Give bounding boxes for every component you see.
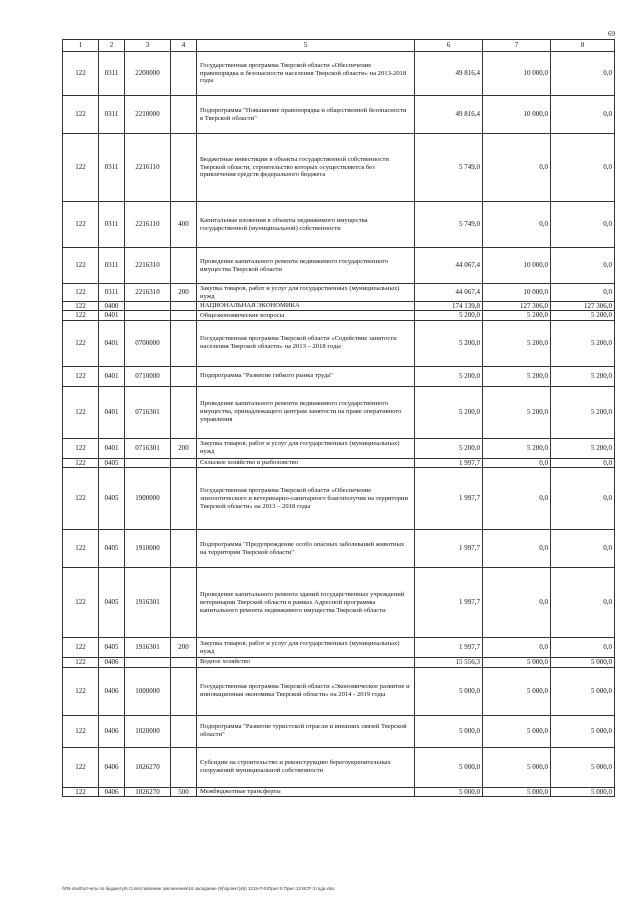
admin-code: 122: [63, 715, 99, 747]
target-code: 1026270: [125, 747, 171, 787]
admin-code: 122: [63, 202, 99, 248]
item-description: Субсидии на строительство и реконструкцию берегоукрепительных сооружений муниципальной собственности: [197, 747, 415, 787]
expense-type-code: [171, 52, 197, 96]
amount-col-6: 1 997,7: [415, 468, 483, 530]
expense-type-code: 500: [171, 787, 197, 796]
section-code: 0406: [99, 787, 125, 796]
section-code: 0311: [99, 248, 125, 284]
amount-col-7: 10 000,0: [483, 284, 551, 302]
amount-col-7: 5 000,0: [483, 667, 551, 715]
amount-col-7: 0,0: [483, 458, 551, 467]
amount-col-7: 5 200,0: [483, 311, 551, 320]
table-row: [63, 202, 615, 248]
expense-type-code: [171, 248, 197, 284]
expense-type-code: [171, 715, 197, 747]
target-code: 1020000: [125, 715, 171, 747]
table-row: [63, 134, 615, 202]
section-code: 0405: [99, 638, 125, 658]
amount-col-7: 127 306,0: [483, 302, 551, 311]
table-row: [63, 568, 615, 638]
amount-col-8: 0,0: [551, 96, 615, 134]
target-code: 1900000: [125, 468, 171, 530]
amount-col-7: 0,0: [483, 568, 551, 638]
target-code: 2210000: [125, 96, 171, 134]
header-col-6: 6: [415, 40, 483, 52]
target-code: [125, 302, 171, 311]
section-code: 0405: [99, 458, 125, 467]
header-col-7: 7: [483, 40, 551, 52]
amount-col-6: 49 816,4: [415, 96, 483, 134]
section-code: 0311: [99, 52, 125, 96]
target-code: 2216310: [125, 284, 171, 302]
amount-col-7: 5 000,0: [483, 658, 551, 667]
target-code: 0710000: [125, 366, 171, 386]
expense-type-code: [171, 458, 197, 467]
admin-code: 122: [63, 468, 99, 530]
amount-col-6: 1 997,7: [415, 568, 483, 638]
amount-col-8: 5 200,0: [551, 311, 615, 320]
amount-col-6: 5 200,0: [415, 311, 483, 320]
admin-code: 122: [63, 787, 99, 796]
item-description: Сельское хозяйство и рыболовство: [197, 458, 415, 467]
target-code: 1916301: [125, 638, 171, 658]
admin-code: 122: [63, 134, 99, 202]
target-code: 1916301: [125, 568, 171, 638]
amount-col-8: 5 000,0: [551, 787, 615, 796]
amount-col-8: 5 200,0: [551, 386, 615, 438]
admin-code: 122: [63, 658, 99, 667]
table-row: [63, 530, 615, 568]
item-description: Подпрограмма "Развитие гибкого рынка труда": [197, 366, 415, 386]
item-description: Закупка товаров, работ и услуг для государственных (муниципальных) нужд: [197, 638, 415, 658]
item-description: Подпрограмма "Предупреждение особо опасных заболеваний животных на территории Тверской области": [197, 530, 415, 568]
section-code: 0311: [99, 284, 125, 302]
amount-col-6: 5 749,0: [415, 202, 483, 248]
admin-code: 122: [63, 667, 99, 715]
amount-col-6: 5 200,0: [415, 366, 483, 386]
item-description: Бюджетные инвестиции в объекты государственной собственности Тверской области, строительство которых осуществляется без привлечения средств федерального бюджета: [197, 134, 415, 202]
target-code: [125, 658, 171, 667]
file-path-footer: \\FB-ntw\0\отчеты по бюджету\5 Сопоставление заключения\16 заседание (9)\проект(46) 1219-П-5\Прил 5 Прил 13 ВСР 3 года.xlsx: [62, 886, 335, 891]
item-description: Закупка товаров, работ и услуг для государственных (муниципальных) нужд: [197, 284, 415, 302]
amount-col-6: 5 749,0: [415, 134, 483, 202]
amount-col-8: 0,0: [551, 638, 615, 658]
amount-col-6: 5 200,0: [415, 438, 483, 458]
section-code: 0311: [99, 202, 125, 248]
expense-type-code: [171, 96, 197, 134]
section-code: 0406: [99, 667, 125, 715]
amount-col-8: 5 200,0: [551, 366, 615, 386]
admin-code: 122: [63, 747, 99, 787]
amount-col-8: 0,0: [551, 284, 615, 302]
section-code: 0311: [99, 96, 125, 134]
admin-code: 122: [63, 568, 99, 638]
header-col-4: 4: [171, 40, 197, 52]
target-code: 0716301: [125, 438, 171, 458]
table-header: [63, 40, 615, 52]
amount-col-6: 5 000,0: [415, 667, 483, 715]
expense-type-code: [171, 568, 197, 638]
header-col-5: 5: [197, 40, 415, 52]
page-number: 69: [608, 30, 615, 38]
item-description: Государственная программа Тверской области «Содействие занятости населения Тверской области» на 2013 – 2018 годы: [197, 320, 415, 366]
section-code: 0405: [99, 530, 125, 568]
amount-col-8: 0,0: [551, 248, 615, 284]
target-code: 1000000: [125, 667, 171, 715]
section-code: 0400: [99, 302, 125, 311]
expense-type-code: 200: [171, 638, 197, 658]
item-description: Проведение капитального ремонта недвижимого государственного имущества Тверской области: [197, 248, 415, 284]
amount-col-6: 1 997,7: [415, 530, 483, 568]
amount-col-6: 5 000,0: [415, 747, 483, 787]
item-description: Проведение капитального ремонта зданий государственных учреждений ветеринарии Тверской области в рамках Адресной программы капитального ремонта недвижимого имущества Тверской области: [197, 568, 415, 638]
amount-col-7: 10 000,0: [483, 248, 551, 284]
target-code: [125, 458, 171, 467]
admin-code: 122: [63, 320, 99, 366]
budget-table: [62, 39, 615, 797]
admin-code: 122: [63, 386, 99, 438]
table-row: [63, 787, 615, 796]
amount-col-7: 5 000,0: [483, 715, 551, 747]
admin-code: 122: [63, 366, 99, 386]
item-description: Государственная программа Тверской области «Обеспечение эпизоотического и ветеринарно-санитарного благополучия на территории Тверской области» на 2013 – 2018 годы: [197, 468, 415, 530]
amount-col-8: 5 000,0: [551, 667, 615, 715]
table-row: [63, 311, 615, 320]
amount-col-7: 5 200,0: [483, 366, 551, 386]
header-col-3: 3: [125, 40, 171, 52]
amount-col-8: 0,0: [551, 134, 615, 202]
item-description: Проведение капитального ремонта недвижимого государственного имущества, принадлежащего центрам занятости на праве оперативного управления: [197, 386, 415, 438]
amount-col-7: 0,0: [483, 530, 551, 568]
expense-type-code: 200: [171, 284, 197, 302]
section-code: 0406: [99, 658, 125, 667]
target-code: 2200000: [125, 52, 171, 96]
section-code: 0401: [99, 320, 125, 366]
expense-type-code: [171, 366, 197, 386]
table-body: [63, 52, 615, 797]
item-description: Межбюджетные трансферты: [197, 787, 415, 796]
amount-col-6: 5 000,0: [415, 787, 483, 796]
section-code: 0406: [99, 747, 125, 787]
table-row: [63, 667, 615, 715]
expense-type-code: [171, 468, 197, 530]
amount-col-6: 15 556,3: [415, 658, 483, 667]
admin-code: 122: [63, 530, 99, 568]
amount-col-6: 44 067,4: [415, 248, 483, 284]
table-row: [63, 747, 615, 787]
expense-type-code: [171, 658, 197, 667]
section-code: 0401: [99, 386, 125, 438]
table-row: [63, 52, 615, 96]
table-row: [63, 715, 615, 747]
amount-col-7: 10 000,0: [483, 52, 551, 96]
table-row: [63, 658, 615, 667]
admin-code: 122: [63, 52, 99, 96]
target-code: 0700000: [125, 320, 171, 366]
target-code: 2216310: [125, 248, 171, 284]
amount-col-6: 5 000,0: [415, 715, 483, 747]
item-description: Общеэкономические вопросы: [197, 311, 415, 320]
expense-type-code: [171, 311, 197, 320]
expense-type-code: [171, 386, 197, 438]
table-row: [63, 386, 615, 438]
table-row: [63, 96, 615, 134]
admin-code: 122: [63, 248, 99, 284]
amount-col-7: 5 200,0: [483, 386, 551, 438]
amount-col-6: 49 816,4: [415, 52, 483, 96]
amount-col-7: 5 200,0: [483, 438, 551, 458]
table-row: [63, 284, 615, 302]
admin-code: 122: [63, 311, 99, 320]
header-col-1: 1: [63, 40, 99, 52]
item-description: Подпрограмма "Повышение правопорядка и общественной безопасности в Тверской области": [197, 96, 415, 134]
amount-col-6: 1 997,7: [415, 458, 483, 467]
amount-col-6: 44 067,4: [415, 284, 483, 302]
target-code: 1910000: [125, 530, 171, 568]
amount-col-7: 5 200,0: [483, 320, 551, 366]
amount-col-8: 127 306,0: [551, 302, 615, 311]
amount-col-8: 5 000,0: [551, 715, 615, 747]
admin-code: 122: [63, 96, 99, 134]
admin-code: 122: [63, 638, 99, 658]
table-row: [63, 468, 615, 530]
header-col-8: 8: [551, 40, 615, 52]
amount-col-6: 1 997,7: [415, 638, 483, 658]
amount-col-8: 0,0: [551, 52, 615, 96]
amount-col-8: 0,0: [551, 530, 615, 568]
item-description: Государственная программа Тверской области «Экономическое развитие и инновационная экономика Тверской области» на 2014 - 2019 годы: [197, 667, 415, 715]
target-code: 1026270: [125, 787, 171, 796]
table-row: [63, 438, 615, 458]
amount-col-7: 5 000,0: [483, 747, 551, 787]
expense-type-code: [171, 667, 197, 715]
amount-col-7: 5 000,0: [483, 787, 551, 796]
table-row: [63, 248, 615, 284]
amount-col-7: 0,0: [483, 134, 551, 202]
item-description: Подпрограмма "Развитие туристской отрасли и внешних связей Тверской области": [197, 715, 415, 747]
amount-col-8: 0,0: [551, 568, 615, 638]
admin-code: 122: [63, 438, 99, 458]
item-description: Капитальные вложения в объекты недвижимого имущества государственной (муниципальной) собственности: [197, 202, 415, 248]
admin-code: 122: [63, 458, 99, 467]
table-row: [63, 320, 615, 366]
expense-type-code: 400: [171, 202, 197, 248]
section-code: 0405: [99, 568, 125, 638]
table-row: [63, 302, 615, 311]
section-code: 0406: [99, 715, 125, 747]
amount-col-6: 174 139,8: [415, 302, 483, 311]
table-row: [63, 366, 615, 386]
table-row: [63, 458, 615, 467]
admin-code: 122: [63, 302, 99, 311]
amount-col-8: 5 000,0: [551, 658, 615, 667]
expense-type-code: [171, 747, 197, 787]
amount-col-8: 5 200,0: [551, 438, 615, 458]
expense-type-code: 200: [171, 438, 197, 458]
amount-col-8: 5 200,0: [551, 320, 615, 366]
amount-col-8: 0,0: [551, 458, 615, 467]
amount-col-8: 0,0: [551, 202, 615, 248]
amount-col-6: 5 200,0: [415, 386, 483, 438]
expense-type-code: [171, 320, 197, 366]
target-code: [125, 311, 171, 320]
admin-code: 122: [63, 284, 99, 302]
section-code: 0401: [99, 366, 125, 386]
amount-col-7: 0,0: [483, 468, 551, 530]
expense-type-code: [171, 530, 197, 568]
amount-col-7: 10 000,0: [483, 96, 551, 134]
target-code: 2216110: [125, 134, 171, 202]
expense-type-code: [171, 134, 197, 202]
amount-col-8: 0,0: [551, 468, 615, 530]
item-description: Закупка товаров, работ и услуг для государственных (муниципальных) нужд: [197, 438, 415, 458]
header-col-2: 2: [99, 40, 125, 52]
item-description: НАЦИОНАЛЬНАЯ ЭКОНОМИКА: [197, 302, 415, 311]
amount-col-8: 5 000,0: [551, 747, 615, 787]
section-code: 0311: [99, 134, 125, 202]
amount-col-6: 5 200,0: [415, 320, 483, 366]
item-description: Государственная программа Тверской области «Обеспечение правопорядка и безопасности населения Тверской области» на 2013-2018 годы: [197, 52, 415, 96]
amount-col-7: 0,0: [483, 202, 551, 248]
table-row: [63, 638, 615, 658]
section-code: 0401: [99, 311, 125, 320]
item-description: Водное хозяйство: [197, 658, 415, 667]
section-code: 0401: [99, 438, 125, 458]
amount-col-7: 0,0: [483, 638, 551, 658]
section-code: 0405: [99, 468, 125, 530]
expense-type-code: [171, 302, 197, 311]
target-code: 0716301: [125, 386, 171, 438]
target-code: 2216110: [125, 202, 171, 248]
